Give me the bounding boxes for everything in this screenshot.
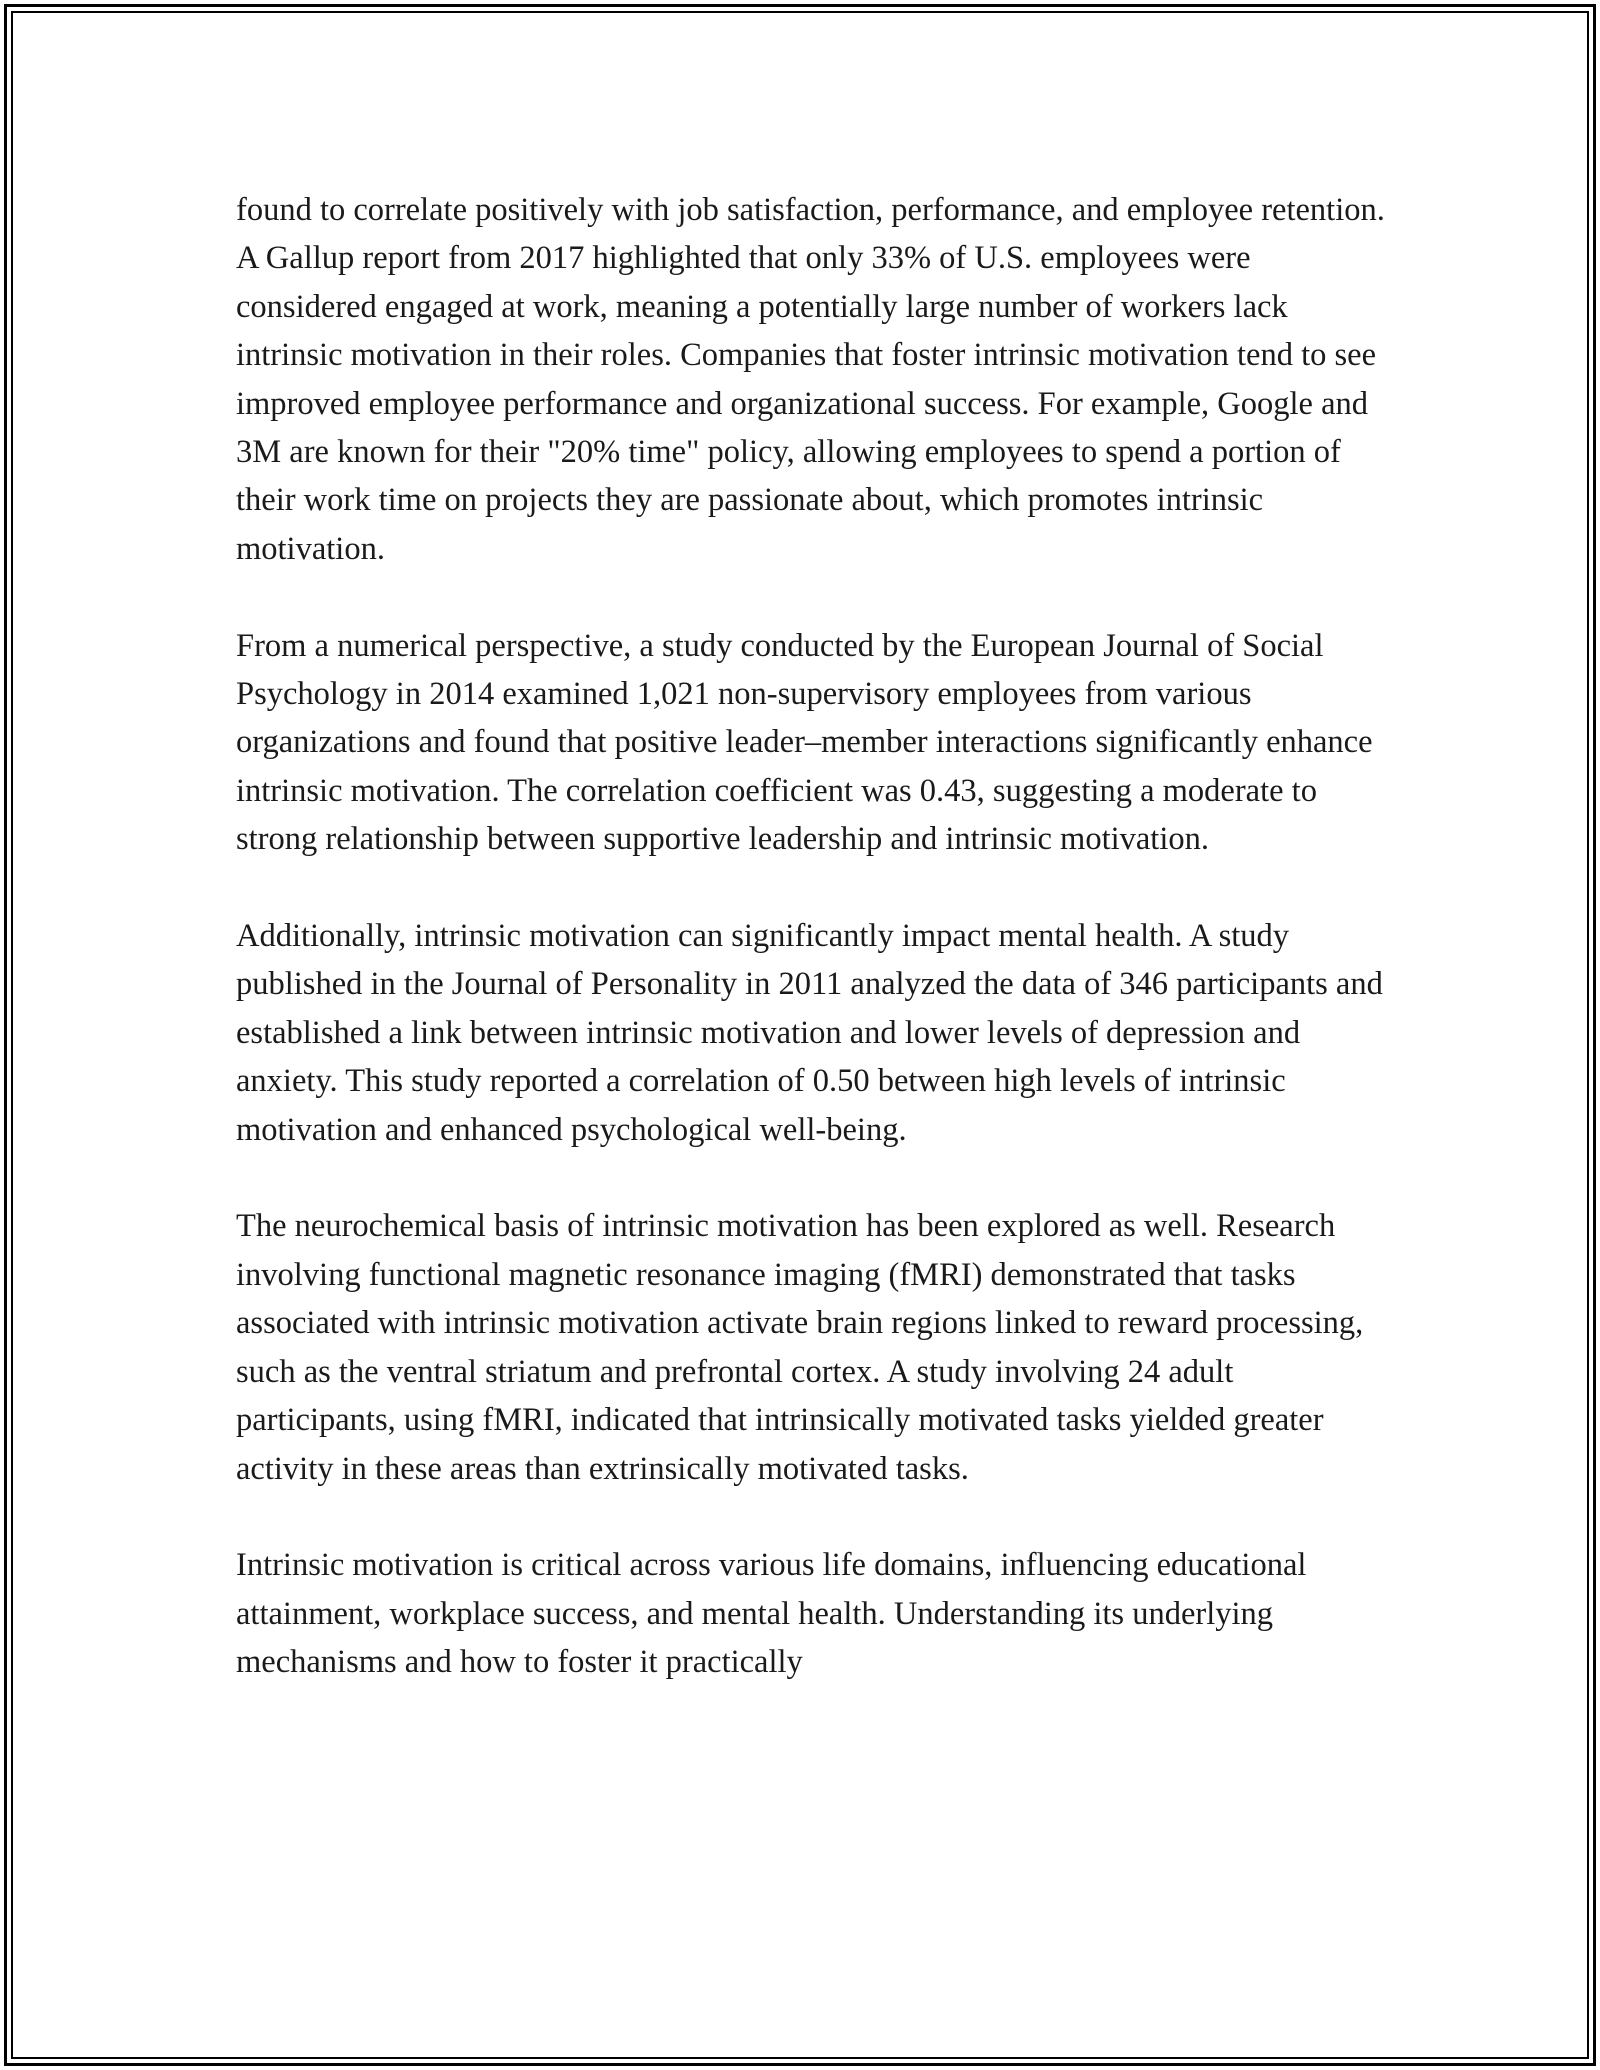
document-body	[236, 186, 1386, 1687]
paragraph-conclusion: Intrinsic motivation is critical across various life domains, influencing educational attainment, workplace success, and mental health. Understanding its underlying mechanisms and how to foster it practically	[236, 1547, 1307, 1681]
paragraph-leadership-study: From a numerical perspective, a study conducted by the European Journal of Social Psychology in 2014 examined 1,021 non-supervisory employees from various organizations and found that positive leader–member interactions significantly enhance intrinsic motivation. The correlation coefficient was 0.43, suggesting a moderate to strong relationship between supportive leadership and intrinsic motivation.	[236, 627, 1373, 858]
paragraph-mental-health: Additionally, intrinsic motivation can significantly impact mental health. A study published in the Journal of Personality in 2011 analyzed the data of 346 participants and established a link between intrinsic motivation and lower levels of depression and anxiety. This study reported a correlation of 0.50 between high levels of intrinsic motivation and enhanced psychological well-being.	[236, 918, 1383, 1148]
paragraph-neurochemical-basis: The neurochemical basis of intrinsic motivation has been explored as well. Research involving functional magnetic resonance imaging (fMRI) demonstrated that tasks associated with intrinsic motivation activate brain regions linked to reward processing, such as the ventral striatum and prefrontal cortex. A study involving 24 adult participants, using fMRI, indicated that intrinsically motivated tasks yielded greater activity in these areas than extrinsically motivated tasks.	[236, 1208, 1364, 1487]
paragraph-workplace-engagement: found to correlate positively with job satisfaction, performance, and employee retention. A Gallup report from 2017 highlighted that only 33% of U.S. employees were considered engaged at work, meaning a potentially large number of workers lack intrinsic motivation in their roles. Companies that foster intrinsic motivation tend to see improved employee performance and organizational success. For example, Google and 3M are known for their "20% time" policy, allowing employees to spend a portion of their work time on projects they are passionate about, which promotes intrinsic motivation.	[236, 192, 1385, 567]
